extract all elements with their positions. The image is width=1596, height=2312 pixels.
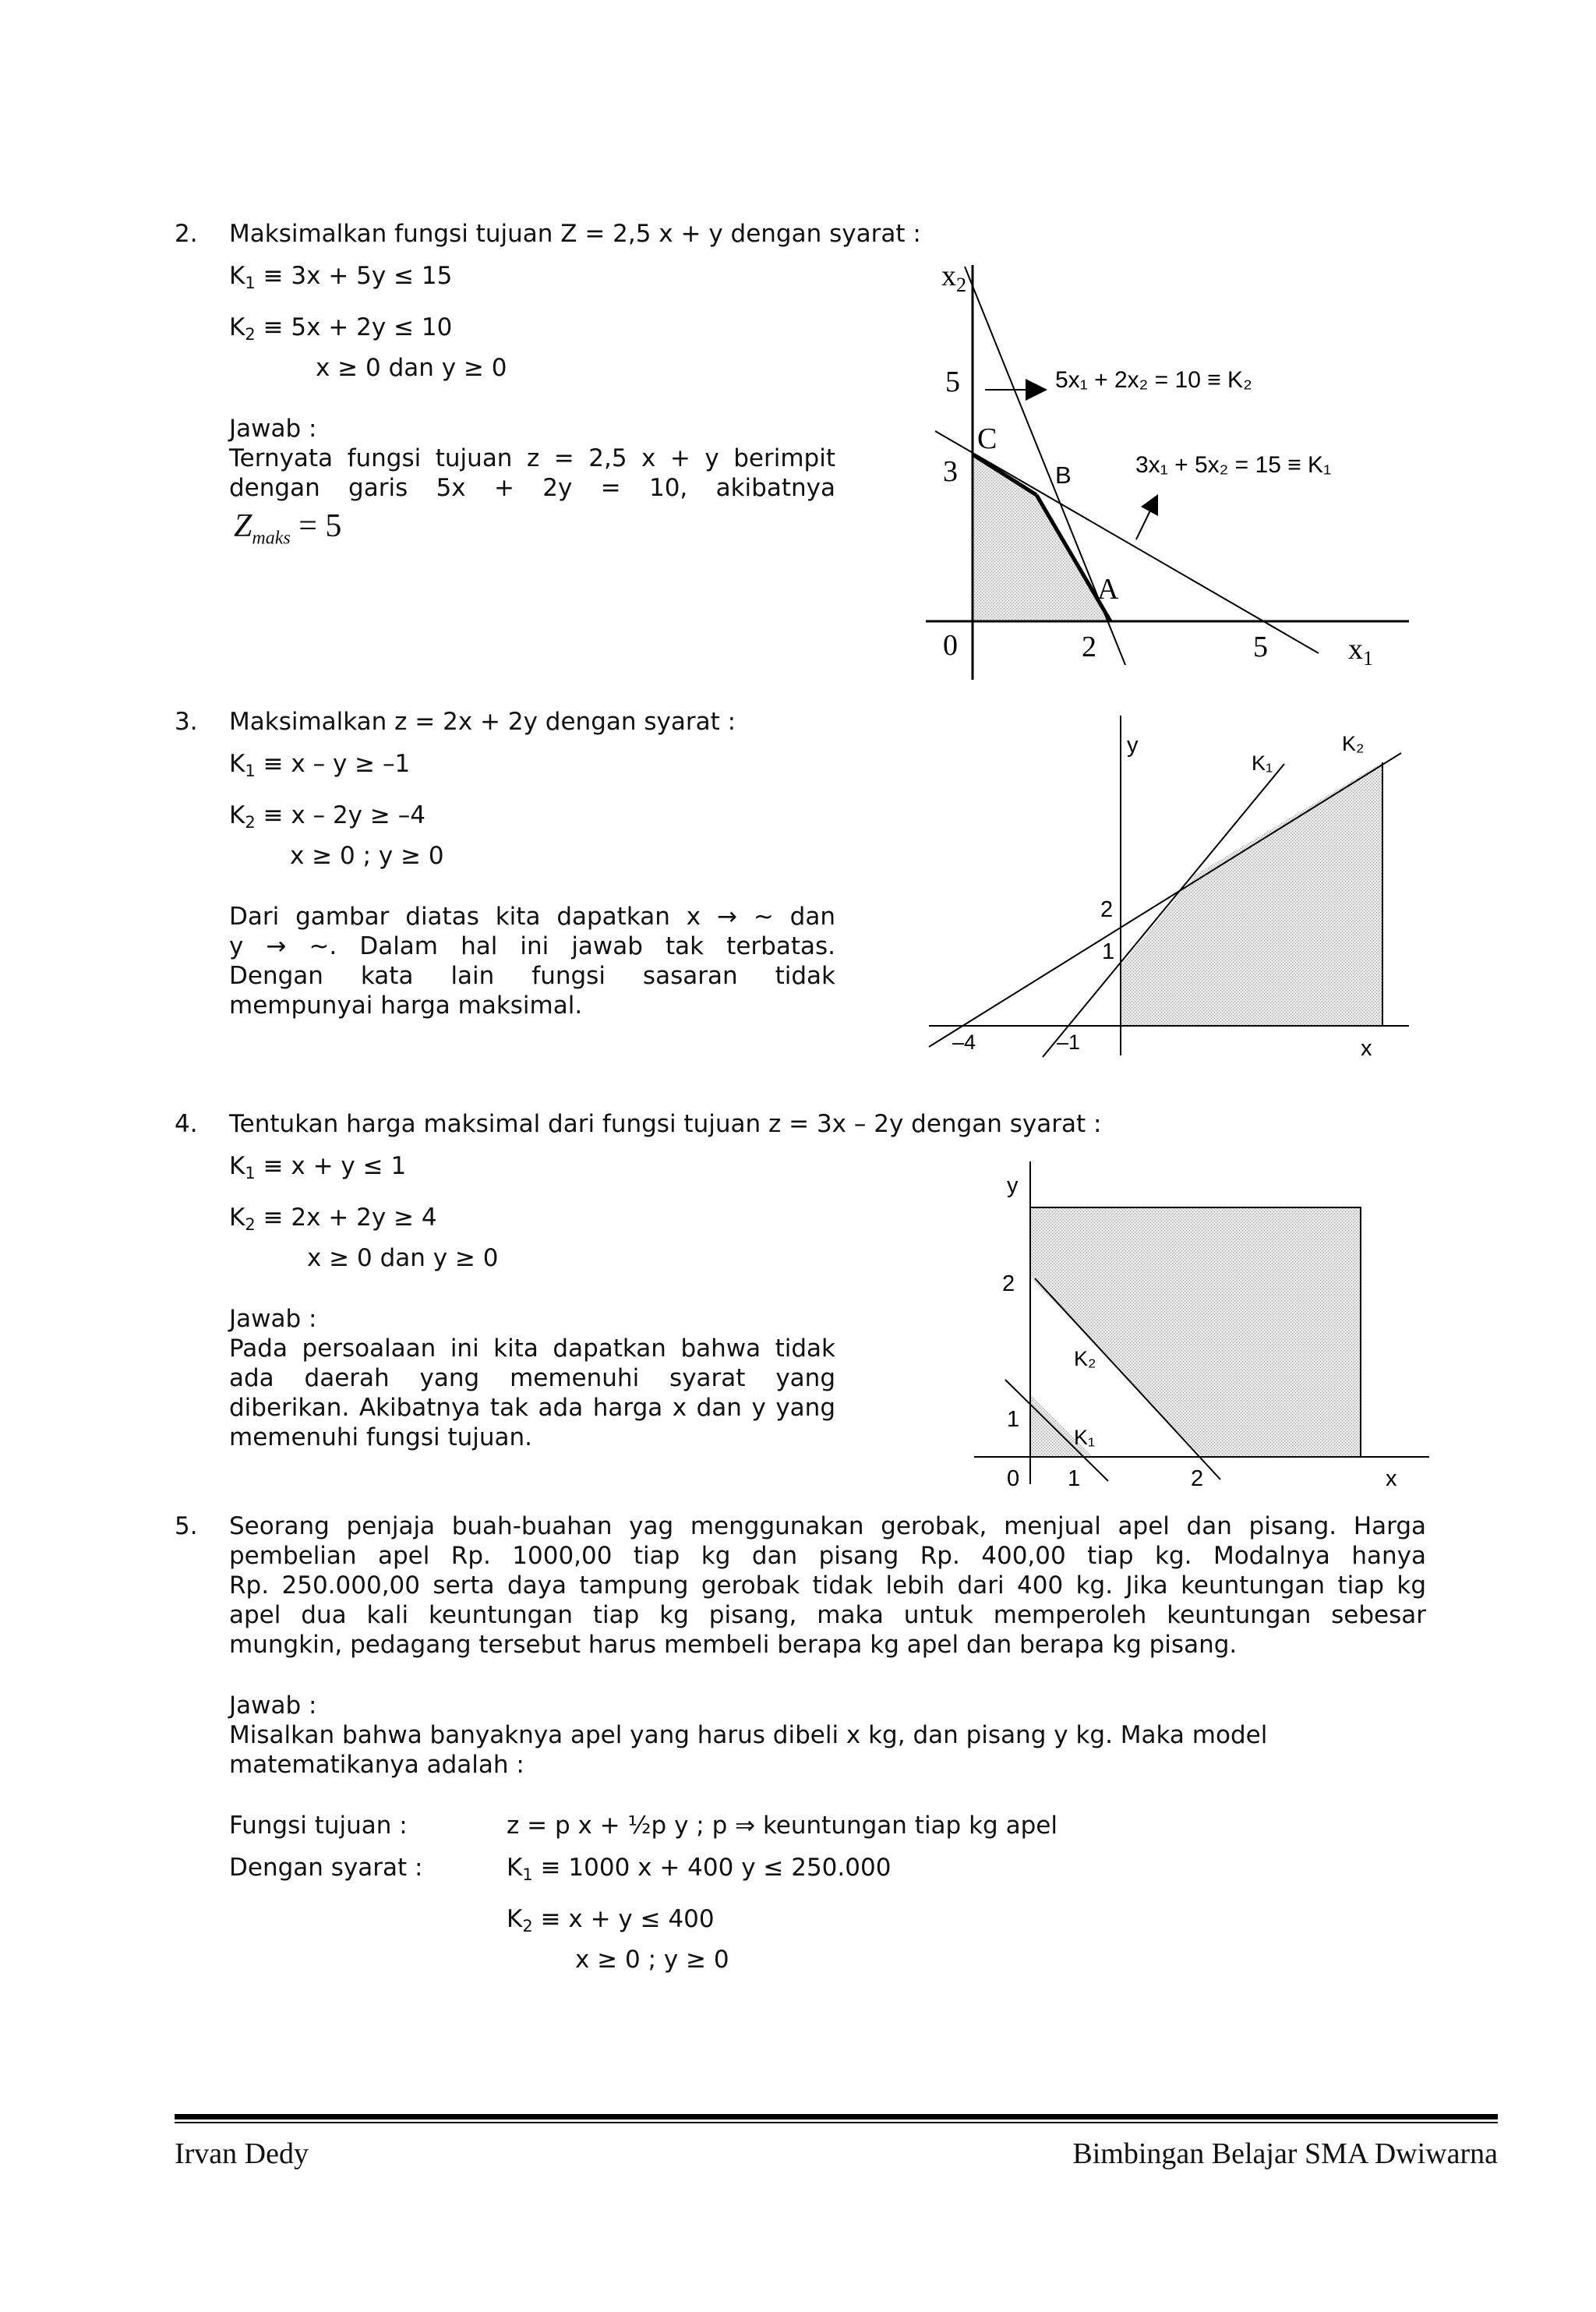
problem-2-nonneg: x ≥ 0 dan y ≥ 0 — [316, 354, 507, 382]
problem-3-constraint-k2: $K_2 \equiv x - 2y \ge -4$ — [229, 801, 425, 832]
problem-3-answer-line: mempunyai harga maksimal. — [229, 992, 583, 1020]
footer-rule-thick — [175, 2114, 1498, 2119]
problem-5-constraint-k1: $K_1 \equiv 1000$ x + 400 y ≤ 250.000 — [507, 1854, 892, 1884]
problem-3-answer-line: y → ~. Dalam hal ini jawab tak terbatas. — [229, 932, 835, 960]
tick-y1: 1 — [1007, 1407, 1020, 1432]
feasible-region — [1121, 762, 1382, 1026]
tick-x1: 1 — [1068, 1466, 1081, 1491]
problem-4-number: 4. — [175, 1110, 198, 1138]
tick-y2: 2 — [1002, 1271, 1015, 1296]
k2-label: K₂ — [1074, 1347, 1096, 1370]
problem-4-answer-line: Pada persoalaan ini kita dapatkan bahwa tidak — [229, 1335, 835, 1363]
footer-author: Irvan Dedy — [175, 2137, 309, 2170]
problem-5-statement-line: Seorang penjaja buah-buahan yag menggunakan gerobak, menjual apel dan pisang. Harga — [229, 1512, 1426, 1540]
problem-2-answer-line: dengan garis 5x + 2y = 10, akibatnya — [229, 474, 835, 502]
x-axis-label: x — [1361, 1036, 1372, 1061]
problem-2-answer-line: Ternyata fungsi tujuan z = 2,5 x + y berimpit — [229, 444, 835, 472]
problem-2-graph — [920, 257, 1418, 694]
problem-4-constraint-k2: $K_2 \equiv 2x + 2y \ge 4$ — [229, 1204, 437, 1234]
tick-x2: 2 — [1191, 1466, 1204, 1491]
point-b-label: B — [1055, 461, 1072, 489]
tick-x5: 5 — [1253, 631, 1268, 663]
region-k2 — [1030, 1207, 1361, 1457]
problem-5-statement-line: apel dua kali keuntungan tiap kg pisang, maka untuk memperoleh keuntungan sebesar — [229, 1601, 1426, 1629]
tick-y2: 2 — [1100, 897, 1114, 922]
problem-4-statement: Tentukan harga maksimal dari fungsi tujuan z = 3x – 2y dengan syarat : — [229, 1110, 1102, 1138]
equation-k2: 5x₁ + 2x₂ = 10 ≡ K₂ — [1055, 367, 1252, 393]
k1-label: K₁ — [1074, 1426, 1096, 1449]
problem-3-statement: Maksimalkan z = 2x + 2y dengan syarat : — [229, 708, 736, 736]
problem-5-statement-line: pembelian apel Rp. 1000,00 tiap kg dan pisang Rp. 400,00 tiap kg. Modalnya hanya — [229, 1542, 1426, 1570]
problem-5-objective-expr: z = p x + ½p y ; p ⇒ keuntungan tiap kg apel — [507, 1812, 1058, 1840]
tick-xm4: –4 — [952, 1031, 976, 1054]
feasible-region — [973, 454, 1110, 621]
problem-3-answer-line: Dari gambar diatas kita dapatkan x → ~ dan — [229, 903, 835, 931]
equation-k1: 3x₁ + 5x₂ = 15 ≡ K₁ — [1135, 452, 1332, 478]
problem-2-zmax: $Z_{maks} = 5$ — [234, 508, 342, 549]
tick-xm1: –1 — [1057, 1031, 1081, 1054]
problem-2-constraint-k1: $K_1 \equiv 3x + 5y \le 15$ — [229, 262, 453, 292]
tick-origin: 0 — [1007, 1466, 1020, 1491]
problem-2-statement: Maksimalkan fungsi tujuan Z = 2,5 x + y dengan syarat : — [229, 220, 921, 248]
problem-5-statement-line: mungkin, pedagang tersebut harus membeli berapa kg apel dan berapa kg pisang. — [229, 1631, 1238, 1659]
problem-5-answer-line: matematikanya adalah : — [229, 1751, 524, 1779]
problem-5-objective-label: Fungsi tujuan : — [229, 1812, 408, 1840]
problem-5-constraint-label: Dengan syarat : — [229, 1854, 423, 1882]
k2-label: K₂ — [1342, 732, 1365, 755]
point-a-label: A — [1097, 573, 1119, 606]
problem-4-answer-line: ada daerah yang memenuhi syarat yang — [229, 1364, 835, 1392]
problem-4-answer-line: diberikan. Akibatnya tak ada harga x dan y yang — [229, 1394, 835, 1422]
k1-label: K₁ — [1252, 751, 1273, 775]
problem-5-constraint-k2: $K_2 \equiv x + y \le 400$ — [507, 1905, 715, 1936]
y-axis-label: $x_2$ — [941, 260, 966, 296]
problem-4-constraint-k1: $K_1 \equiv x + y \le 1$ — [229, 1152, 407, 1183]
problem-5-answer-line: Misalkan bahwa banyaknya apel yang harus dibeli x kg, dan pisang y kg. Maka model — [229, 1721, 1268, 1749]
footer-rule-thin — [175, 2122, 1498, 2123]
problem-3-graph — [920, 709, 1418, 1068]
footer-institution: Bimbingan Belajar SMA Dwiwarna — [1072, 2137, 1498, 2170]
problem-5-number: 5. — [175, 1512, 198, 1540]
tick-x2: 2 — [1082, 631, 1096, 663]
tick-y5: 5 — [945, 366, 960, 398]
tick-y1: 1 — [1102, 939, 1115, 964]
problem-3-constraint-k1: $K_1 \equiv x - y \ge -1$ — [229, 750, 411, 780]
tick-origin: 0 — [943, 629, 958, 662]
problem-5-nonneg: x ≥ 0 ; y ≥ 0 — [575, 1946, 729, 1974]
x-axis-label: $x_1$ — [1348, 633, 1373, 670]
y-axis-label: y — [1127, 733, 1139, 758]
arrowhead-k2-icon — [1026, 379, 1047, 401]
problem-5-statement-line: Rp. 250.000,00 serta daya tampung gerobak tidak lebih dari 400 kg. Jika keuntungan tiap kg — [229, 1571, 1426, 1600]
problem-3-number: 3. — [175, 708, 198, 736]
problem-2-number: 2. — [175, 220, 198, 248]
y-axis-label: y — [1007, 1173, 1019, 1198]
problem-4-answer-line: memenuhi fungsi tujuan. — [229, 1423, 533, 1451]
tick-y3: 3 — [943, 455, 958, 488]
problem-4-graph — [966, 1154, 1434, 1497]
problem-4-nonneg: x ≥ 0 dan y ≥ 0 — [307, 1244, 499, 1272]
problem-4-answer-label: Jawab : — [229, 1305, 317, 1333]
problem-2-constraint-k2: $K_2 \equiv 5x + 2y \le 10$ — [229, 313, 453, 344]
point-c-label: C — [977, 422, 998, 455]
problem-2-answer-label: Jawab : — [229, 415, 317, 443]
problem-3-nonneg: x ≥ 0 ; y ≥ 0 — [290, 842, 444, 870]
problem-3-answer-line: Dengan kata lain fungsi sasaran tidak — [229, 962, 835, 990]
arrow-k1 — [1136, 509, 1151, 539]
x-axis-label: x — [1386, 1466, 1397, 1491]
problem-5-answer-label: Jawab : — [229, 1692, 317, 1720]
